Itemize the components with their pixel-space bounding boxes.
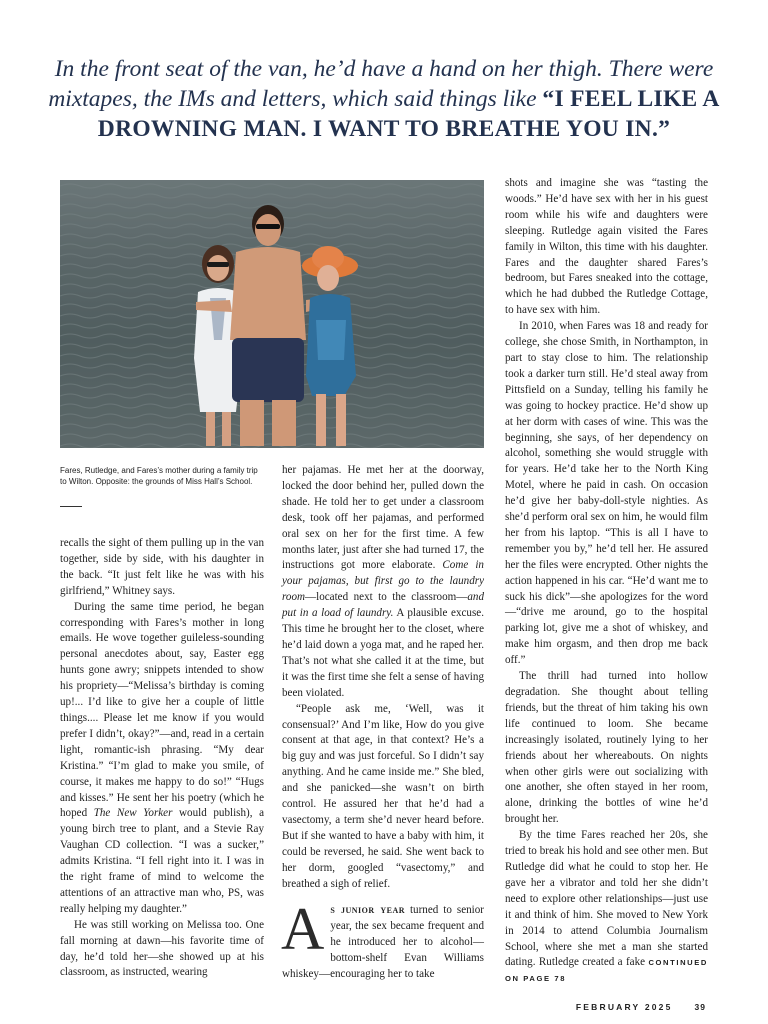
photo-caption: Fares, Rutledge, and Fares’s mother during a family trip to Wilton. Opposite: the grounds of Miss Hall’s School. bbox=[60, 466, 258, 486]
text-run: would publish), a young birch tree to plant, and a Stevie Ray Vaughan CD collection. “I was a sucker,” admits Kristina. “I fell right into it. I was in the right frame of mind to welcome the attentions of an attractive man who, PS, was really helping my daughter.” bbox=[60, 807, 264, 915]
publication-title: The New Yorker bbox=[93, 807, 173, 820]
text-run: By the time Fares reached her 20s, she tried to break his hold and see other men. But Rutledge did what he could to stop her. He gave her a vibrator and told her she didn’t need to explore other relationships—just use it and think of him. She moved to New York in 2014 to attend Columbia Journalism School, where she met a man she started dating. Rutledge created a fake bbox=[505, 829, 708, 969]
column-3 bbox=[505, 176, 708, 987]
text-run: —located next to the classroom— bbox=[305, 591, 468, 604]
photo-illustration bbox=[60, 180, 484, 448]
issue-date: FEBRUARY 2025 bbox=[575, 1002, 673, 1012]
italic-run: Come in your pajamas, but first go to the laundry room bbox=[282, 559, 484, 604]
column-2 bbox=[282, 463, 484, 983]
pull-quote bbox=[40, 54, 728, 144]
italic-run: and put in a load of laundry. bbox=[282, 591, 484, 620]
page-footer bbox=[576, 1002, 706, 1012]
drop-cap: A bbox=[281, 896, 325, 963]
paragraph bbox=[505, 828, 708, 987]
paragraph: The thrill had turned into hollow degradation. She thought about telling friends, but the threat of him taking his own life continued to loom. She became increasingly isolated, routinely lying to her friends about her whereabouts. On nights when other girls were out socializing with one another, she often stayed in her room, alone, drinking the bottles of wine he’d brought her. bbox=[505, 670, 708, 826]
pull-quote-caps: “I FEEL LIKE A DROWNING MAN. I WANT TO BREATHE YOU IN.” bbox=[97, 86, 720, 142]
continued-jump: CONTINUED ON PAGE 78 bbox=[505, 958, 708, 984]
paragraph: In 2010, when Fares was 18 and ready for college, she chose Smith, in Northampton, in part to stay close to him. The relationship took a darker turn still. He’d steal away from Pittsfield on a Sunday, telling his family he was going to hockey practice. He’d show up at her dorm with cases of wine. This was the beginning, she says, of her dependency on alcohol, something she would struggle with for years. He’d take her to the North King Motel, where he paid in cash. On occasion he’d give her baby-doll-style nighties. As she’d perform oral sex on him, he would film her from his laptop. “This is all I have to remember you by,” he’d tell her. He assured her the files were encrypted. Other nights the action happened in his car. “He’d want me to suck his dick”—she apologizes for the word—“drive me around, go to the hospital parking lot, give me a shot of whiskey, and make him orgasm, and then drop me back off.” bbox=[505, 320, 708, 667]
beach-photo bbox=[60, 180, 484, 448]
text-run: her pajamas. He met her at the doorway, locked the door behind her, pulled down the shade. He told her to get under a classroom desk, took off her pajamas, and performed oral sex on her for the first time. A few months later, just after she had turned 17, the instructions got more elaborate. bbox=[282, 464, 484, 572]
text-run: A plausible excuse. This time he brought her to the closet, where he’d laid down a yoga mat, and he raped her. That’s not what she called it at the time, but it was the first time she felt a sense of having been violated. bbox=[282, 607, 484, 699]
paragraph: “People ask me, ‘Well, was it consensual?’ And I’m like, How do you give consent at that age, in that context? He’s a big guy and was just forceful. So I didn’t say anything. And he came inside me.” She bled, and she panicked—she wasn’t on birth control. He assured her that he’d had a vasectomy, a term she’d never heard before. But if she wanted to have a baby with him, it could be reversed, he said. She went back to her dorm, googled “vasectomy,” and breathed a sigh of relief. bbox=[282, 702, 484, 890]
text-run: turned to senior year, the sex became frequent and he introduced her to alcohol—bottom-shelf Evan Williams whiskey—encouraging her to take bbox=[282, 904, 484, 981]
pull-quote-italic: In the front seat of the van, he’d have a hand on her thigh. There were mixtapes, the IMs and letters, which said things like bbox=[48, 56, 714, 112]
paragraph: He was still working on Melissa too. One fall morning at dawn—his favorite time of day, he’d told her—she showed up at his classroom, as instructed, wearing bbox=[60, 918, 264, 979]
paragraph bbox=[282, 463, 484, 702]
page-number: 39 bbox=[694, 1002, 706, 1012]
section-start bbox=[281, 896, 484, 983]
lead-in: s junior year bbox=[330, 902, 406, 917]
paragraph: recalls the sight of them pulling up in the van together, side by side, with his daughter in the back. “It just felt like he was with his girlfriend,” Whitney says. bbox=[60, 537, 264, 597]
paragraph: shots and imagine she was “tasting the woods.” He’d have sex with her in his guest room while his wife and daughters were sleeping. Rutledge again visited the Fares family in Wilton, this time with his daughter. Fares and the daughter shared Fares’s bedroom, but Fares sneaked into the cottage, which he had dubbed the Rutledge Cottage, to have sex with him. bbox=[505, 177, 708, 317]
paragraph bbox=[281, 896, 484, 983]
text-run: During the same time period, he began corresponding with Fares’s mother in long emails. He wove together guileless-sounding personal anecdotes about, say, Easter egg hunts gone awry; snippets intended to show his propriety—“Melissa’s birthday is coming up!... I’d like to give her a couple of little things.... Please let me know if you would prefer I didn’t, okay?”—and, read in a certain light, romantic-ish phrasing. “My dear Kristina.” “I’m glad to make you smile, of course, it makes me happy to do so!” “Hugs and kisses.” He sent her his poetry (which he hoped bbox=[60, 600, 264, 820]
column-1 bbox=[60, 536, 264, 981]
paragraph bbox=[60, 600, 264, 918]
caption-rule bbox=[60, 506, 82, 507]
